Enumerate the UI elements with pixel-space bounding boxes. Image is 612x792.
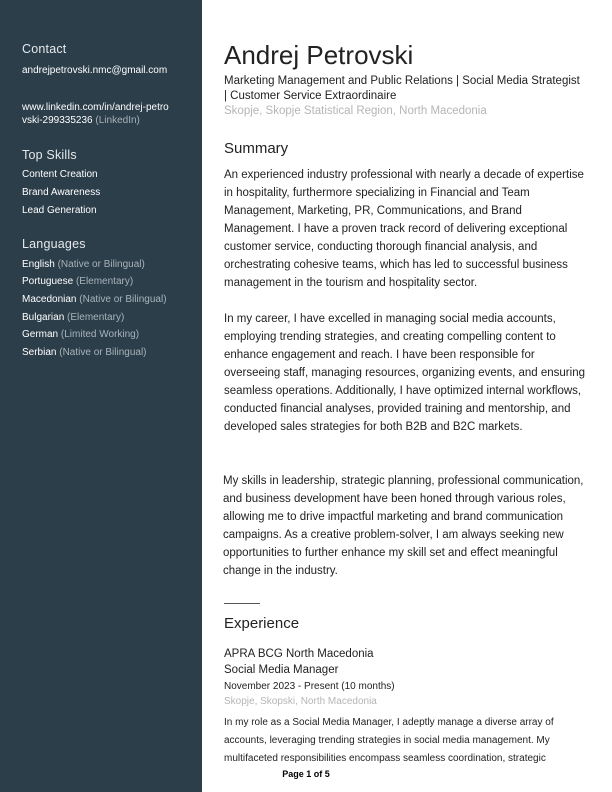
linkedin-url[interactable]: www.linkedin.com/in/andrej-petrovski-299335236 [22, 102, 169, 126]
profile-name: Andrej Petrovski [224, 40, 414, 70]
contact-email[interactable]: andrejpetrovski.nmc@gmail.com [22, 65, 168, 76]
language-item [22, 294, 167, 305]
language-item [22, 259, 145, 270]
language-level: (Elementary) [67, 312, 125, 323]
summary-heading: Summary [224, 140, 289, 157]
skills-heading: Top Skills [22, 148, 77, 162]
sidebar [0, 0, 202, 792]
language-item [22, 329, 139, 340]
summary-paragraph: In my career, I have excelled in managing social media accounts, employing trending strategies, and creating compelling content to enhance engagement and reach. I have been responsible for overseeing staff, managing resources, organizing events, and ensuring seamless operations. Additionally, I have optimized internal workflows, conducted financial analyses, provided training and mentorship, and developed sales strategies for both B2B and B2C markets. [224, 313, 585, 433]
contact-linkedin[interactable] [22, 101, 172, 127]
language-name: English [22, 259, 55, 270]
experience-heading: Experience [224, 615, 300, 632]
language-name: Portuguese [22, 276, 74, 287]
languages-heading: Languages [22, 237, 86, 251]
language-level: (Elementary) [75, 276, 134, 287]
language-level: (Limited Working) [60, 329, 140, 340]
profile-headline: Marketing Management and Public Relations | Social Media Strategist | Customer Service Extraordinaire [224, 75, 580, 102]
experience-company: APRA BCG North Macedonia [224, 648, 374, 660]
skill-item: Brand Awareness [22, 187, 101, 198]
contact-heading: Contact [22, 42, 67, 56]
language-level: (Native or Bilingual) [59, 347, 147, 358]
experience-description: In my role as a Social Media Manager, I adeptly manage a diverse array of accounts, leveraging trending strategies in social media management. My multifaceted responsibilities encompass seamless coordination, strategic [224, 717, 554, 764]
language-name: German [22, 329, 59, 340]
section-divider [224, 603, 260, 604]
experience-role: Social Media Manager [224, 664, 339, 676]
skill-item: Content Creation [22, 169, 98, 180]
experience-dates: November 2023 - Present (10 months) [224, 681, 395, 692]
language-item [22, 347, 147, 358]
language-item [22, 276, 133, 287]
language-level: (Native or Bilingual) [57, 259, 145, 270]
language-name: Serbian [22, 347, 57, 358]
experience-location: Skopje, Skopski, North Macedonia [224, 696, 377, 707]
skill-item: Lead Generation [22, 205, 97, 216]
linkedin-tag: (LinkedIn) [95, 115, 140, 126]
profile-location: Skopje, Skopje Statistical Region, North Macedonia [224, 105, 487, 117]
language-name: Bulgarian [22, 312, 65, 323]
language-level: (Native or Bilingual) [79, 294, 167, 305]
language-item [22, 312, 124, 323]
page-number: Page 1 of 5 [282, 769, 330, 779]
summary-paragraph: My skills in leadership, strategic planning, professional communication, and business development have been honed through various roles, allowing me to drive impactful marketing and brand communication campaigns. As a creative problem-solver, I am always seeking new opportunities to further enhance my skill set and effect meaningful change in the industry. [223, 475, 584, 577]
summary-paragraph: An experienced industry professional with nearly a decade of expertise in hospitality, furthermore specializing in Financial and Team Management, Marketing, PR, Communications, and Brand Management. I have a proven track record of delivering exceptional customer service, conducting thorough financial analysis, and orchestrating cohesive teams, which has led to successful business management in the tourism and hospitality sector. [224, 169, 584, 289]
language-name: Macedonian [22, 294, 77, 305]
